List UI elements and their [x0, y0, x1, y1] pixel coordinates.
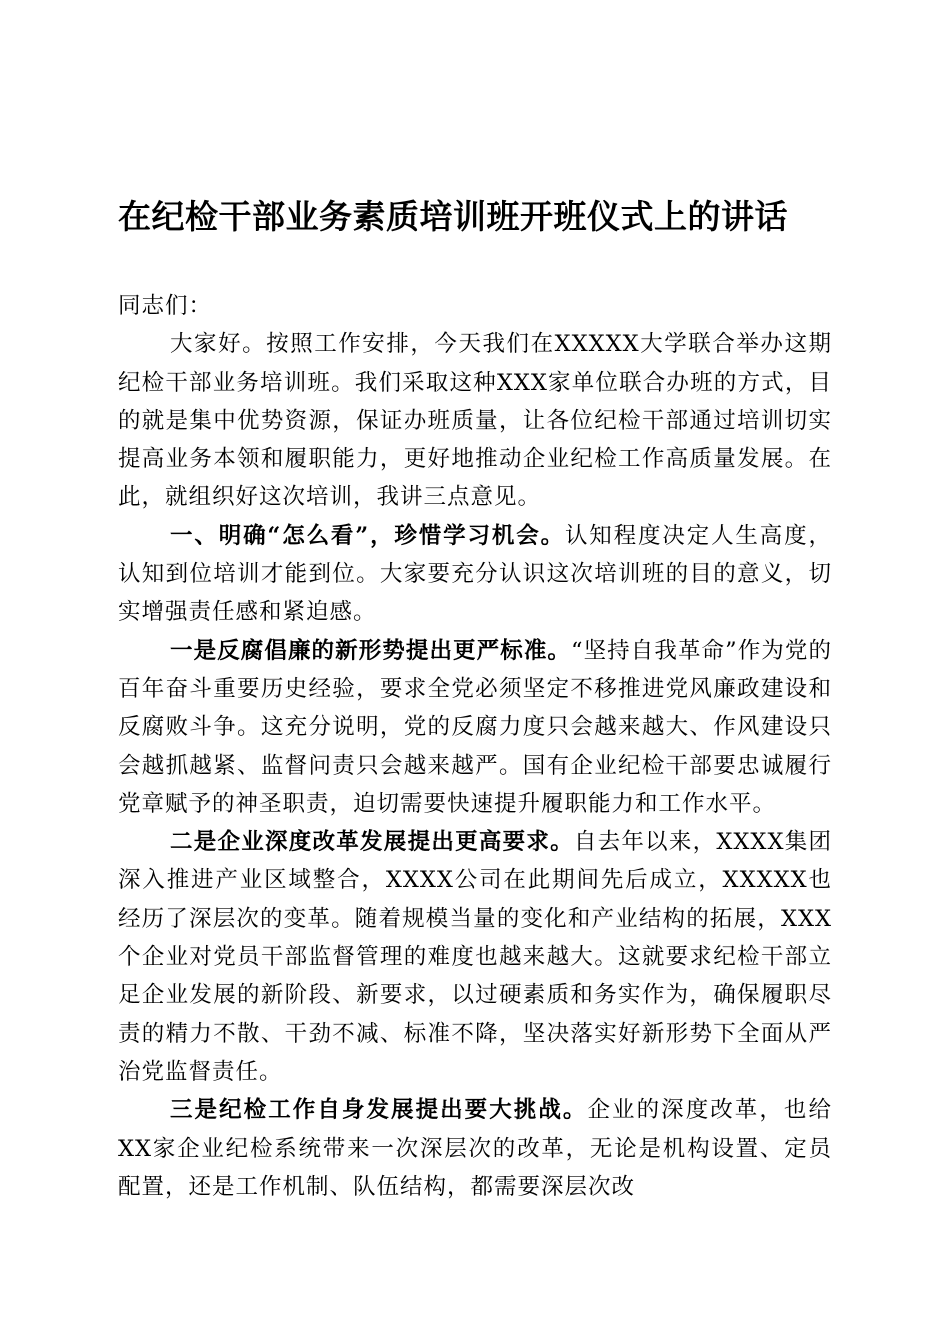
document-title: 在纪检干部业务素质培训班开班仪式上的讲话: [118, 197, 788, 236]
salutation: 同志们：: [118, 293, 213, 319]
paragraph-section-one: [118, 517, 832, 632]
paragraph-text: 企业的深度改革，也给XX家企业纪检系统带来一次深层次的改革，无论是机构设置、定员配置，还是工作机制、队伍结构，都需要深层次改: [118, 1097, 832, 1200]
paragraph-text: 自去年以来，XXXX集团深入推进产业区域整合，XXXX公司在此期间先后成立，XXXXX也经历了深层次的变革。随着规模当量的变化和产业结构的拓展，XXX个企业对党员干部监督管理的难度也越来越大。这就要求纪检干部立足企业发展的新阶段、新要求，以过硬素质和务实作为，确保履职尽责的精力不散、干劲不减、标准不降，坚决落实好新形势下全面从严治党监督责任。: [118, 829, 832, 1085]
paragraph-text: 大家好。按照工作安排，今天我们在XXXXX大学联合举办这期纪检干部业务培训班。我们采取这种XXX家单位联合办班的方式，目的就是集中优势资源，保证办班质量，让各位纪检干部通过培训切实提高业务本领和履职能力，更好地推动企业纪检工作高质量发展。在此，就组织好这次培训，我讲三点意见。: [118, 331, 832, 511]
paragraph-point-two: [118, 823, 832, 1091]
paragraph-point-one: [118, 632, 832, 823]
paragraph-intro: [118, 325, 832, 516]
section-heading: 一、明确“怎么看”，珍惜学习机会。: [170, 522, 565, 549]
point-heading: 三是纪检工作自身发展提出要大挑战。: [170, 1097, 588, 1124]
paragraph-point-three: [118, 1091, 832, 1206]
paragraph-text: “坚持自我革命”作为党的百年奋斗重要历史经验，要求全党必须坚定不移推进党风廉政建设和反腐败斗争。这充分说明，党的反腐力度只会越来越大、作风建设只会越抓越紧、监督问责只会越来越严。国有企业纪检干部要忠诚履行党章赋予的神圣职责，迫切需要快速提升履职能力和工作水平。: [118, 637, 832, 817]
document-body: [118, 287, 832, 1206]
point-heading: 一是反腐倡廉的新形势提出更严标准。: [170, 637, 571, 664]
paragraph-text: 认知程度决定人生高度，认知到位培训才能到位。大家要充分认识这次培训班的目的意义，切实增强责任感和紧迫感。: [118, 522, 832, 626]
point-heading: 二是企业深度改革发展提出更高要求。: [170, 829, 574, 856]
